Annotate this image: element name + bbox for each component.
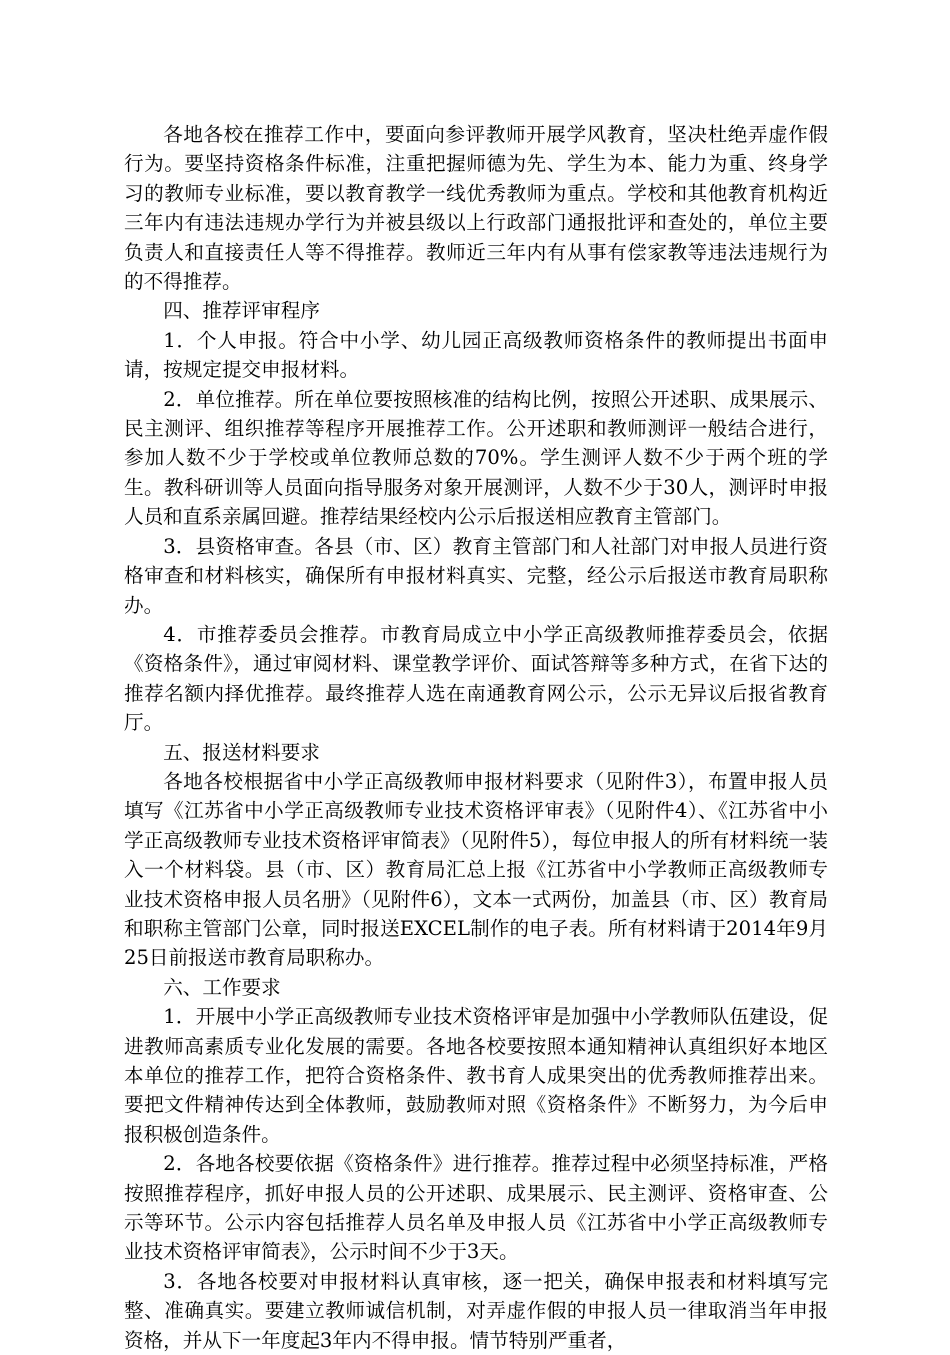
document-body (124, 120, 828, 1355)
section-heading-procedure: 四、推荐评审程序 (163, 299, 320, 323)
paragraph-requirement-2: 2．各地各校要依据《资格条件》进行推荐。推荐过程中必须坚持标准，严格按照推荐程序，抓好申报人员的公开述职、成果展示、民主测评、资格审查、公示等环节。公示内容包括推荐人员名单及申报人员《江苏省中小学正高级教师专业技术资格评审简表》，公示时间不少于3天。 (124, 1152, 828, 1264)
paragraph-individual-application: 1．个人申报。符合中小学、幼儿园正高级教师资格条件的教师提出书面申请，按规定提交申报材料。 (124, 328, 828, 382)
paragraph-requirement-1: 1．开展中小学正高级教师专业技术资格评审是加强中小学教师队伍建设，促进教师高素质专业化发展的需要。各地各校要按照本通知精神认真组织好本地区本单位的推荐工作，把符合资格条件、教书育人成果突出的优秀教师推荐出来。要把文件精神传达到全体教师，鼓励教师对照《资格条件》不断努力，为今后申报积极创造条件。 (124, 1005, 828, 1146)
section-heading-materials: 五、报送材料要求 (163, 740, 320, 764)
paragraph-city-committee: 4．市推荐委员会推荐。市教育局成立中小学正高级教师推荐委员会，依据《资格条件》，通过审阅材料、课堂教学评价、面试答辩等多种方式，在省下达的推荐名额内择优推荐。最终推荐人选在南通教育网公示，公示无异议后报省教育厅。 (124, 622, 828, 735)
section-heading-work-requirements: 六、工作要求 (163, 975, 281, 999)
paragraph-integrity: 各地各校在推荐工作中，要面向参评教师开展学风教育，坚决杜绝弄虚作假行为。要坚持资格条件标准，注重把握师德为先、学生为本、能力为重、终身学习的教师专业标准，要以教育教学一线优秀教师为重点。学校和其他教育机构近三年内有违法违规办学行为并被县级以上行政部门通报批评和查处的，单位主要负责人和直接责任人等不得推荐。教师近三年内有从事有偿家教等违法违规行为的不得推荐。 (124, 123, 828, 294)
paragraph-unit-recommendation: 2．单位推荐。所在单位要按照核准的结构比例，按照公开述职、成果展示、民主测评、组织推荐等程序开展推荐工作。公开述职和教师测评一般结合进行，参加人数不少于学校或单位教师总数的70%。学生测评人数不少于两个班的学生。教科研训等人员面向指导服务对象开展测评，人数不少于30人，测评时申报人员和直系亲属回避。推荐结果经校内公示后报送相应教育主管部门。 (124, 387, 828, 529)
paragraph-county-review: 3．县资格审查。各县（市、区）教育主管部门和人社部门对申报人员进行资格审查和材料核实，确保所有申报材料真实、完整，经公示后报送市教育局职称办。 (124, 534, 828, 617)
paragraph-requirement-3: 3．各地各校要对申报材料认真审核，逐一把关，确保申报表和材料填写完整、准确真实。要建立教师诚信机制，对弄虚作假的申报人员一律取消当年申报资格，并从下一年度起3年内不得申报。情节特别严重者， (124, 1269, 828, 1352)
paragraph-materials-requirements: 各地各校根据省中小学正高级教师申报材料要求（见附件3），布置申报人员填写《江苏省中小学正高级教师专业技术资格评审表》（见附件4）、《江苏省中小学正高级教师专业技术资格评审简表》（见附件5），每位申报人的所有材料统一装入一个材料袋。县（市、区）教育局汇总上报《江苏省中小学教师正高级教师专业技术资格申报人员名册》（见附件6），文本一式两份，加盖县（市、区）教育局和职称主管部门公章，同时报送EXCEL制作的电子表。所有材料请于2014年9月25日前报送市教育局职称办。 (124, 769, 828, 970)
